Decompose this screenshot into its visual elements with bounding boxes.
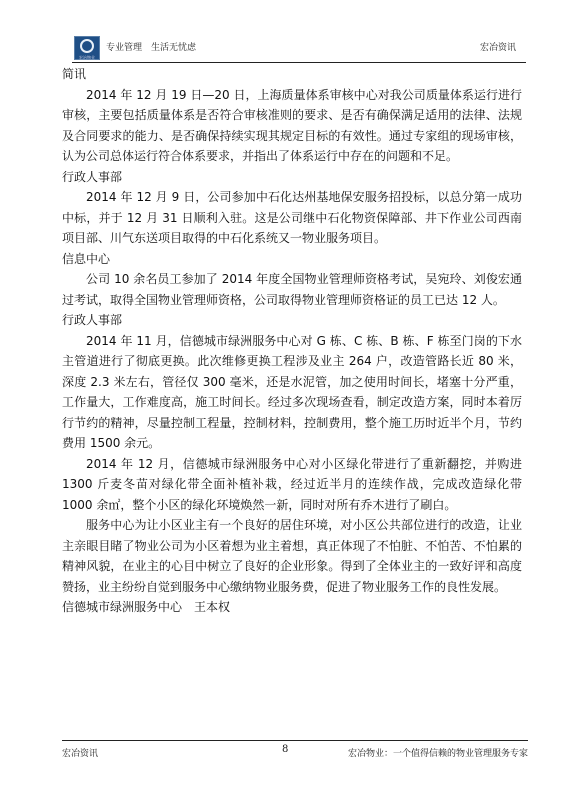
header-slogan: 专业管理 生活无忧虑 bbox=[106, 43, 197, 53]
logo-emblem-icon bbox=[80, 39, 94, 53]
article-paragraph: 2014 年 12 月，信德城市绿洲服务中心对小区绿化带进行了重新翻挖，并购进 1300 斤麦冬苗对绿化带全面补植补栽，经过近半月的连续作战，完成改造绿化带 1000 余㎡，整个小区的绿化环境焕然一新，同时对所有乔木进行了刷白。 bbox=[62, 456, 522, 512]
section-title: 简讯 bbox=[62, 67, 87, 81]
page-number: 8 bbox=[282, 744, 289, 755]
article-paragraph: 2014 年 11 月，信德城市绿洲服务中心对 G 栋、C 栋、B 栋、F 栋至门岗的下水主管道进行了彻底更换。此次维修更换工程涉及业主 264 户，改造管路长近 80 米，深度 2.3 米左右，管径仅 300 毫米，还是水泥管，加之使用时间长，堵塞十分严重，工作量大，工作难度高，施工时间长。经过多次现场查看，制定改造方案，同时本着厉行节约的精神，尽量控制工程量，控制材料，控制费用，整个施工历时近半个月，节约费用 1500 余元。 bbox=[62, 333, 522, 450]
news-item-source: 行政人事部 bbox=[62, 169, 123, 184]
header-publication-name: 宏冶资讯 bbox=[479, 43, 516, 53]
header-divider bbox=[72, 62, 526, 63]
page-footer bbox=[62, 744, 528, 760]
news-item-source: 信息中心 bbox=[62, 251, 111, 266]
news-item-text: 2014 年 12 月 9 日，公司参加中石化达州基地保安服务招投标，以总分第一成功中标，并于 12 月 31 日顺利入驻。这是公司继中石化物资保障部、井下作业公司西南项目部、川气东送项目取得的中石化系统又一物业服务项目。 bbox=[62, 190, 522, 245]
company-logo bbox=[74, 36, 100, 60]
news-item-text: 2014 年 12 月 19 日—20 日，上海质量体系审核中心对我公司质量体系运行进行审核，主要包括质量体系是否符合审核准则的要求、是否有确保满足适用的法律、法规及合同要求的能力、是否确保持续实现其规定目标的有效性。通过专家组的现场审核，认为公司总体运行符合体系要求，并指出了体系运行中存在的问题和不足。 bbox=[62, 87, 522, 163]
footer-publication-name: 宏冶资讯 bbox=[62, 749, 99, 759]
page-header bbox=[72, 36, 522, 64]
news-item-source: 行政人事部 bbox=[62, 313, 123, 327]
news-item-text: 公司 10 余名员工参加了 2014 年度全国物业管理师资格考试，吴宛玲、刘俊宏通过考试，取得全国物业管理师资格，公司取得物业管理师资格证的员工已达 12 人。 bbox=[62, 272, 522, 307]
article-signature: 信德城市绿洲服务中心 王本权 bbox=[62, 600, 231, 614]
logo-text: 宏冶物业 bbox=[79, 55, 95, 60]
footer-tagline: 宏冶物业：一个值得信赖的物业管理服务专家 bbox=[347, 749, 528, 759]
footer-divider bbox=[62, 740, 528, 741]
article-paragraph: 服务中心为让小区业主有一个良好的居住环境，对小区公共部位进行的改造，让业主亲眼目睹了物业公司为小区着想为业主着想，真正体现了不怕脏、不怕苦、不怕累的精神风貌，在业主的心目中树立了良好的企业形象。得到了全体业主的一致好评和高度赞扬，业主纷纷自觉到服务中心缴纳物业服务费，促进了物业服务工作的良性发展。 bbox=[62, 518, 522, 594]
page-content bbox=[62, 64, 522, 618]
